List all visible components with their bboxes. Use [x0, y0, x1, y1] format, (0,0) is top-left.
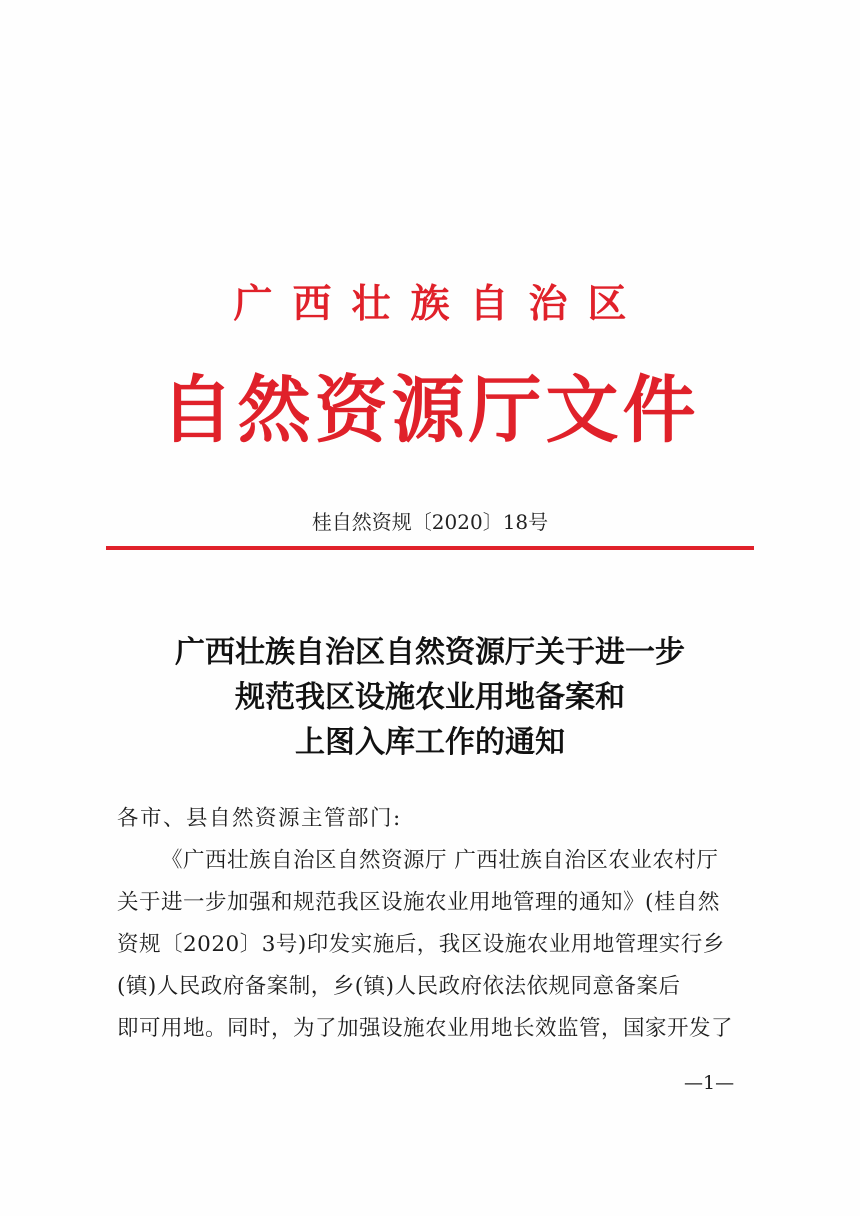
document-body [117, 798, 757, 1050]
document-title [0, 630, 860, 765]
page-number: —1— [684, 1072, 735, 1094]
issuing-organization: 广西壮族自治区 [233, 281, 647, 327]
title-line: 广西壮族自治区自然资源厅关于进一步 [175, 635, 685, 670]
red-separator-line [106, 546, 754, 550]
body-line: 即可用地。同时，为了加强设施农业用地长效监管，国家开发了 [117, 1016, 734, 1041]
body-line: (镇)人民政府备案制，乡(镇)人民政府依法依规同意备案后 [117, 974, 681, 999]
salutation: 各市、县自然资源主管部门: [117, 806, 402, 831]
body-line: 资规〔2020〕3号)印发实施后，我区设施农业用地管理实行乡 [117, 932, 725, 957]
body-line: 关于进一步加强和规范我区设施农业用地管理的通知》(桂自然 [117, 890, 720, 915]
document-type-heading: 自然资源厅文件 [160, 367, 700, 453]
document-number: 桂自然资规〔2020〕18号 [311, 510, 549, 534]
body-line: 《广西壮族自治区自然资源厅 广西壮族自治区农业农村厅 [161, 848, 719, 873]
title-line: 规范我区设施农业用地备案和 [235, 680, 625, 715]
title-line: 上图入库工作的通知 [295, 725, 565, 760]
